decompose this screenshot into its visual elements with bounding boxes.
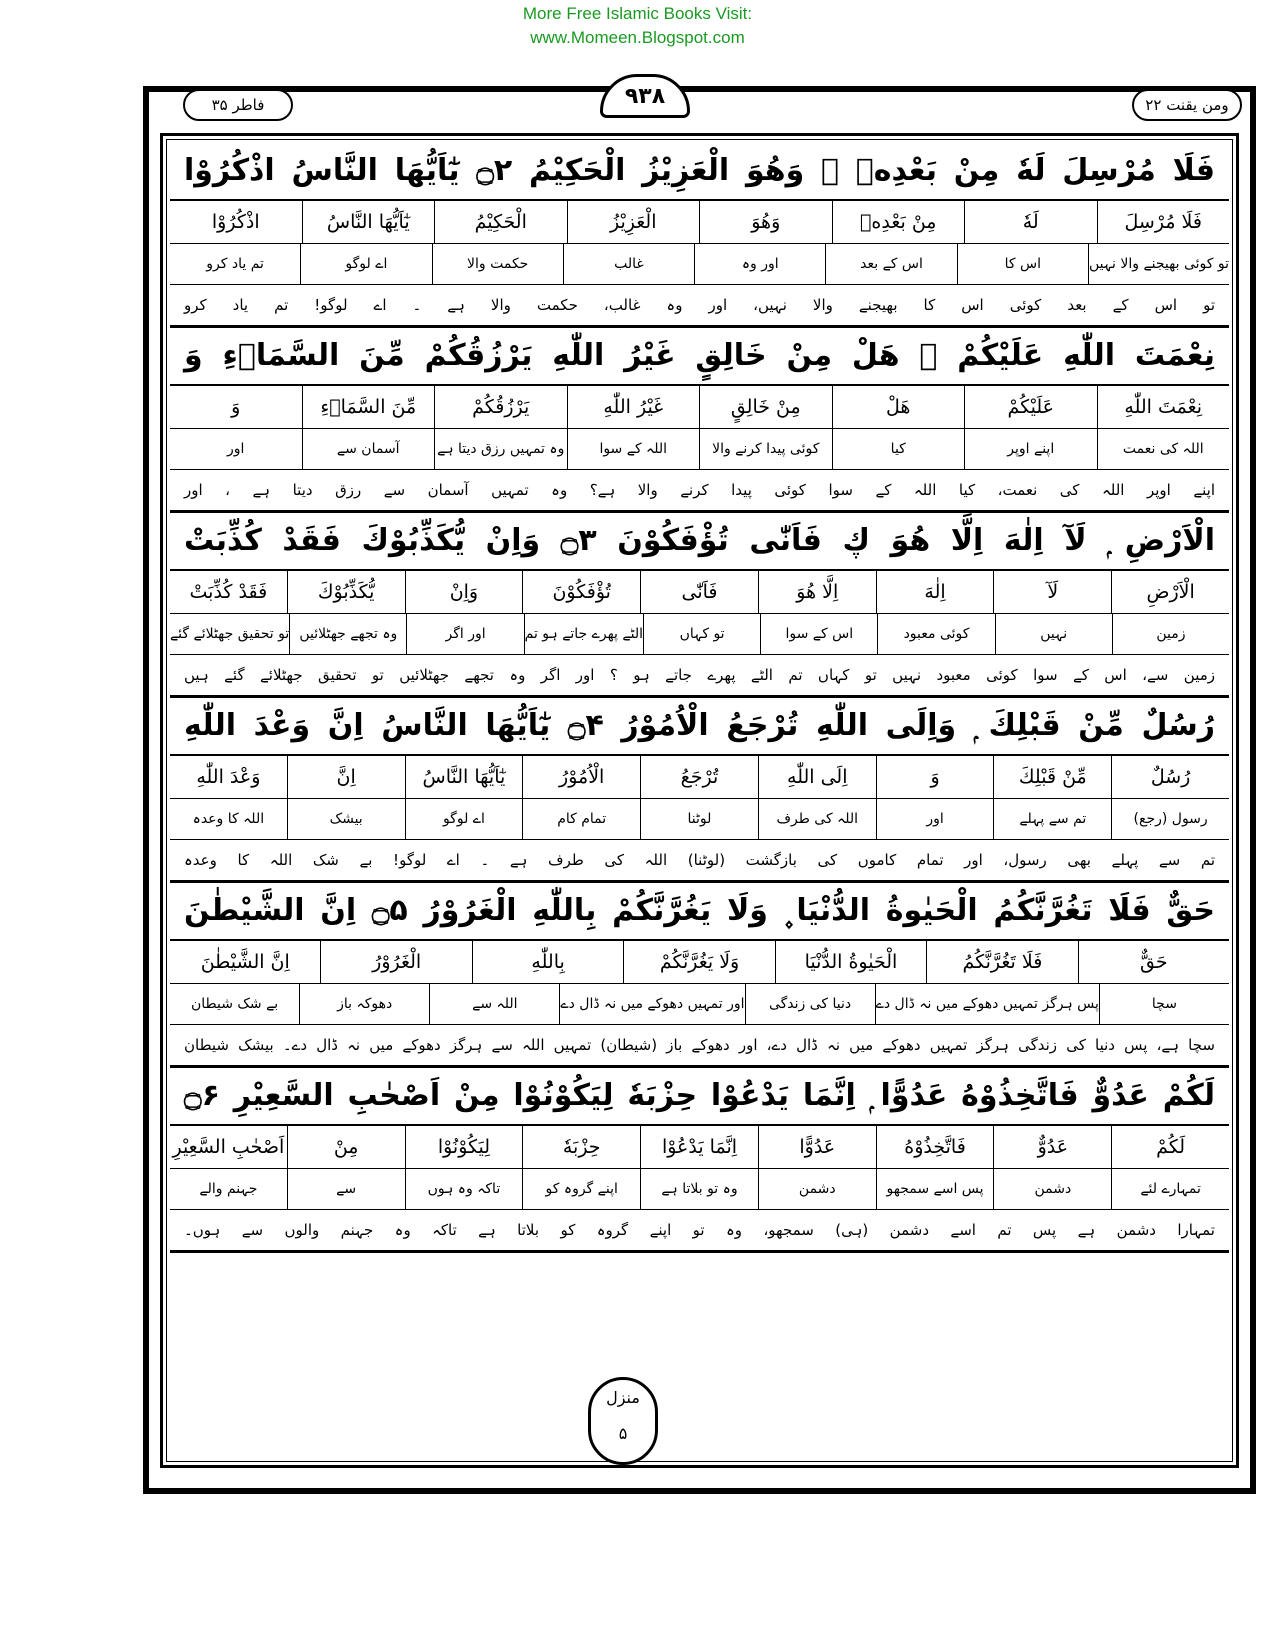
urdu-meaning-cell: اللہ کی نعمت: [1097, 429, 1230, 469]
urdu-meaning-cell: اور وہ: [694, 244, 825, 284]
urdu-translation-line: سچا ہے، پس دنیا کی زندگی ہرگز تمہیں دھوکے میں نہ ڈال دے، اور دھوکے باز (شیطان) تمہیں اللہ سے ہرگز دھوکے میں نہ ڈال دے۔ بیشک شیطان: [170, 1025, 1229, 1068]
arabic-word-cell: لِيَكُوْنُوْا: [405, 1126, 523, 1168]
word-grid-arabic: [170, 571, 1229, 614]
verse-block: [170, 698, 1229, 883]
arabic-word-cell: اِنَّ: [287, 756, 405, 798]
urdu-meaning-cell: لوٹنا: [640, 799, 758, 839]
arabic-word-cell: اِلَى اللّٰهِ: [758, 756, 876, 798]
urdu-meaning-cell: وہ تمہیں رزق دیتا ہے: [434, 429, 567, 469]
urdu-translation-line: زمین سے، اس کے سوا کوئی معبود نہیں تو کہاں تم الٹے پھرے جاتے ہو ؟ اور اگر وہ تجھے جھٹلائیں تو تحقیق جھٹلائے گئے ہیں: [170, 655, 1229, 698]
verse-content: [170, 143, 1229, 1253]
arabic-word-cell: وَاِنْ: [405, 571, 523, 613]
word-grid-arabic: [170, 201, 1229, 244]
arabic-word-cell: فَاَنّٰى: [640, 571, 758, 613]
urdu-meaning-cell: اللہ کا وعدہ: [192, 811, 265, 827]
word-grid-arabic: [170, 386, 1229, 429]
urdu-meaning-cell: اور: [876, 799, 994, 839]
word-grid-arabic: [170, 756, 1229, 799]
surah-name-badge: فاطر ۳۵: [183, 89, 293, 121]
urdu-meaning-cell: پس ہرگز تمہیں دھوکے میں نہ ڈال دے: [875, 984, 1099, 1024]
arabic-word-cell: حَقٌّ: [1078, 941, 1229, 983]
urdu-meaning-cell: اپنے گروہ کو: [522, 1169, 640, 1209]
urdu-meaning-cell: اپنے اوپر: [964, 429, 1097, 469]
arabic-word-cell: هَلْ: [832, 386, 965, 428]
urdu-meaning-cell: جہنم والے: [199, 1181, 258, 1197]
arabic-word-cell: لَآ: [993, 571, 1111, 613]
arabic-word-cell: رُسُلٌ: [1111, 756, 1229, 798]
urdu-translation-line: اپنے اوپر اللہ کی نعمت، کیا اللہ کے سوا کوئی پیدا کرنے والا ہے؟ وہ تمہیں آسمان سے رزق دیتا ہے ، اور: [170, 470, 1229, 513]
manzil-label: منزل: [606, 1388, 640, 1407]
urdu-meaning-cell: غالب: [563, 244, 694, 284]
urdu-meaning-cell: تم سے پہلے: [993, 799, 1111, 839]
arabic-word-cell: عَدُوًّا: [758, 1126, 876, 1168]
arabic-word-cell: وَ: [876, 756, 994, 798]
urdu-meaning-cell: الٹے پھرے جاتے ہو تم: [524, 614, 643, 654]
verse-block: [170, 513, 1229, 698]
urdu-meaning-cell: تو کوئی بھیجنے والا نہیں: [1088, 244, 1229, 284]
urdu-meaning-cell: تو کہاں: [643, 614, 760, 654]
arabic-word-cell: يٰٓاَيُّهَا النَّاسُ: [302, 201, 435, 243]
arabic-word-cell: الْغَرُوْرُ: [320, 941, 471, 983]
urdu-meaning-cell: تمام کام: [522, 799, 640, 839]
urdu-meaning-cell: اللہ کی طرف: [758, 799, 876, 839]
urdu-meaning-cell: اے لوگو: [300, 244, 431, 284]
arabic-word-cell: فَلَا مُرْسِلَ: [1097, 201, 1230, 243]
urdu-translation-line: تمہارا دشمن ہے پس تم اسے دشمن (ہی) سمجھو، وہ تو اپنے گروہ کو بلاتا ہے تاکہ وہ جہنم والوں سے ہوں۔: [170, 1210, 1229, 1253]
manzil-number: ۵: [618, 1424, 628, 1443]
word-grid-arabic: [170, 1126, 1229, 1169]
arabic-word-cell: الْاُمُوْرُ: [522, 756, 640, 798]
urdu-meaning-cell: اور: [227, 441, 245, 457]
arabic-word-cell: اِنَّ الشَّيْطٰنَ: [200, 951, 290, 973]
manzil-badge: [588, 1377, 658, 1465]
urdu-meaning-cell: اللہ کے سوا: [567, 429, 700, 469]
urdu-meaning-cell: بیشک: [287, 799, 405, 839]
arabic-word-cell: غَيْرُ اللّٰهِ: [567, 386, 700, 428]
word-grid-arabic: [170, 941, 1229, 984]
arabic-word-cell: اَصْحٰبِ السَّعِيْرِ: [172, 1136, 285, 1158]
arabic-word-cell: مِنْ بَعْدِهٖ: [832, 201, 965, 243]
urdu-meaning-cell: کیا: [832, 429, 965, 469]
urdu-meaning-cell: تم یاد کرو: [206, 256, 264, 272]
arabic-word-cell: اِلٰهَ: [876, 571, 994, 613]
arabic-word-cell: يَرْزُقُكُمْ: [434, 386, 567, 428]
arabic-word-cell: مِّنْ قَبْلِكَ: [993, 756, 1111, 798]
arabic-word-cell: وَهُوَ: [699, 201, 832, 243]
urdu-meaning-cell: کوئی معبود: [877, 614, 994, 654]
arabic-word-cell: وَلَا يَغُرَّنَّكُمْ: [623, 941, 774, 983]
urdu-meaning-cell: وہ تجھے جھٹلائیں: [289, 614, 406, 654]
arabic-word-cell: حِزْبَهٗ: [522, 1126, 640, 1168]
arabic-word-cell: يُّكَذِّبُوْكَ: [287, 571, 405, 613]
arabic-verse-line: رُسُلٌ مِّنْ قَبْلِكَ ۭ وَاِلَى اللّٰهِ تُرْجَعُ الْاُمُوْرُ ۝۴ يٰٓاَيُّهَا النَّاسُ اِنَّ وَعْدَ اللّٰهِ: [170, 698, 1229, 756]
word-grid-urdu: [170, 984, 1229, 1025]
word-grid-urdu: [170, 244, 1229, 285]
arabic-word-cell: فَقَدْ كُذِّبَتْ: [189, 581, 268, 603]
promo-line-2: www.Momeen.Blogspot.com: [530, 28, 745, 47]
arabic-word-cell: فَلَا تَغُرَّنَّكُمُ: [926, 941, 1077, 983]
arabic-word-cell: فَاتَّخِذُوْهُ: [876, 1126, 994, 1168]
urdu-meaning-cell: تو تحقیق جھٹلائے گئے: [169, 626, 290, 642]
arabic-verse-line: فَلَا مُرْسِلَ لَهٗ مِنْ بَعْدِهٖ ۭ وَهُوَ الْعَزِيْزُ الْحَكِيْمُ ۝۲ يٰٓاَيُّهَا النَّاسُ اذْكُرُوْا: [170, 143, 1229, 201]
urdu-meaning-cell: اور اگر: [406, 614, 523, 654]
arabic-word-cell: مِّنَ السَّمَاۗءِ: [302, 386, 435, 428]
verse-block: [170, 883, 1229, 1068]
urdu-meaning-cell: زمین: [1112, 614, 1229, 654]
arabic-word-cell: الْاَرْضِ: [1111, 571, 1229, 613]
word-grid-urdu: [170, 799, 1229, 840]
urdu-meaning-cell: وہ تو بلاتا ہے: [640, 1169, 758, 1209]
arabic-word-cell: مِنْ خَالِقٍ: [699, 386, 832, 428]
urdu-meaning-cell: اس کا: [957, 244, 1088, 284]
urdu-meaning-cell: رسول (رجع): [1111, 799, 1229, 839]
urdu-meaning-cell: تمہارے لئے: [1111, 1169, 1229, 1209]
arabic-word-cell: لَكُمْ: [1111, 1126, 1229, 1168]
arabic-word-cell: الْحَكِيْمُ: [434, 201, 567, 243]
word-grid-urdu: [170, 614, 1229, 655]
urdu-meaning-cell: حکمت والا: [432, 244, 563, 284]
urdu-meaning-cell: دھوکہ باز: [299, 984, 429, 1024]
verse-block: [170, 1068, 1229, 1253]
word-grid-urdu: [170, 1169, 1229, 1210]
promo-line-1: More Free Islamic Books Visit:: [522, 4, 753, 23]
arabic-word-cell: عَدُوٌّ: [993, 1126, 1111, 1168]
arabic-verse-line: الْاَرْضِ ۭ لَآ اِلٰهَ اِلَّا هُوَ ڮ فَاَنّٰى تُؤْفَكُوْنَ ۝۳ وَاِنْ يُّكَذِّبُوْكَ فَقَدْ كُذِّبَتْ: [170, 513, 1229, 571]
urdu-meaning-cell: دشمن: [758, 1169, 876, 1209]
arabic-verse-line: نِعْمَتَ اللّٰهِ عَلَيْكُمْ ۭ هَلْ مِنْ خَالِقٍ غَيْرُ اللّٰهِ يَرْزُقُكُمْ مِّنَ السَّمَاۗءِ وَ: [170, 328, 1229, 386]
urdu-meaning-cell: کوئی پیدا کرنے والا: [699, 429, 832, 469]
juz-name-badge: ومن یقنت ۲۲: [1132, 89, 1242, 121]
arabic-verse-line: حَقٌّ فَلَا تَغُرَّنَّكُمُ الْحَيٰوةُ الدُّنْيَا ۪ وَلَا يَغُرَّنَّكُمْ بِاللّٰهِ الْغَرُوْرُ ۝۵ اِنَّ الشَّيْطٰنَ: [170, 883, 1229, 941]
page-number: ۹۳۸: [600, 74, 690, 118]
arabic-word-cell: اِلَّا هُوَ: [758, 571, 876, 613]
verse-block: [170, 143, 1229, 328]
arabic-word-cell: وَعْدَ اللّٰهِ: [196, 766, 261, 788]
verse-block: [170, 328, 1229, 513]
arabic-word-cell: الْعَزِيْزُ: [567, 201, 700, 243]
arabic-word-cell: عَلَيْكُمْ: [964, 386, 1097, 428]
urdu-translation-line: تم سے پہلے بھی رسول، اور تمام کاموں کی بازگشت (لوٹنا) اللہ کی طرف ہے ۔ اے لوگو! بے شک اللہ کا وعدہ: [170, 840, 1229, 883]
urdu-meaning-cell: آسمان سے: [302, 429, 435, 469]
word-grid-urdu: [170, 429, 1229, 470]
urdu-meaning-cell: نہیں: [995, 614, 1112, 654]
urdu-meaning-cell: اللہ سے: [429, 984, 559, 1024]
arabic-word-cell: لَهٗ: [964, 201, 1097, 243]
arabic-word-cell: مِنْ: [287, 1126, 405, 1168]
urdu-meaning-cell: تاکہ وہ ہوں: [405, 1169, 523, 1209]
urdu-meaning-cell: اس کے بعد: [825, 244, 956, 284]
arabic-word-cell: اذْكُرُوْا: [211, 211, 260, 233]
urdu-meaning-cell: دشمن: [993, 1169, 1111, 1209]
urdu-meaning-cell: سچا: [1099, 984, 1229, 1024]
arabic-verse-line: لَكُمْ عَدُوٌّ فَاتَّخِذُوْهُ عَدُوًّا ۭ اِنَّمَا يَدْعُوْا حِزْبَهٗ لِيَكُوْنُوْا مِنْ اَصْحٰبِ السَّعِيْرِ ۝۶: [170, 1068, 1229, 1126]
urdu-translation-line: تو اس کے بعد کوئی اس کا بھیجنے والا نہیں، اور وہ غالب، حکمت والا ہے ۔ اے لوگو! تم یاد کرو: [170, 285, 1229, 328]
arabic-word-cell: تُؤْفَكُوْنَ: [522, 571, 640, 613]
arabic-word-cell: الْحَيٰوةُ الدُّنْيَا: [775, 941, 926, 983]
arabic-word-cell: بِاللّٰهِ: [472, 941, 623, 983]
urdu-meaning-cell: اس کے سوا: [760, 614, 877, 654]
urdu-meaning-cell: اے لوگو: [405, 799, 523, 839]
urdu-meaning-cell: پس اسے سمجھو: [876, 1169, 994, 1209]
arabic-word-cell: نِعْمَتَ اللّٰهِ: [1097, 386, 1230, 428]
arabic-word-cell: وَ: [231, 396, 241, 418]
urdu-meaning-cell: سے: [287, 1169, 405, 1209]
arabic-word-cell: تُرْجَعُ: [640, 756, 758, 798]
urdu-meaning-cell: بے شک شیطان: [190, 996, 279, 1012]
arabic-word-cell: يٰٓاَيُّهَا النَّاسُ: [405, 756, 523, 798]
urdu-meaning-cell: دنیا کی زندگی: [745, 984, 875, 1024]
urdu-meaning-cell: اور تمہیں دھوکے میں نہ ڈال دے: [559, 984, 744, 1024]
arabic-word-cell: اِنَّمَا يَدْعُوْا: [640, 1126, 758, 1168]
